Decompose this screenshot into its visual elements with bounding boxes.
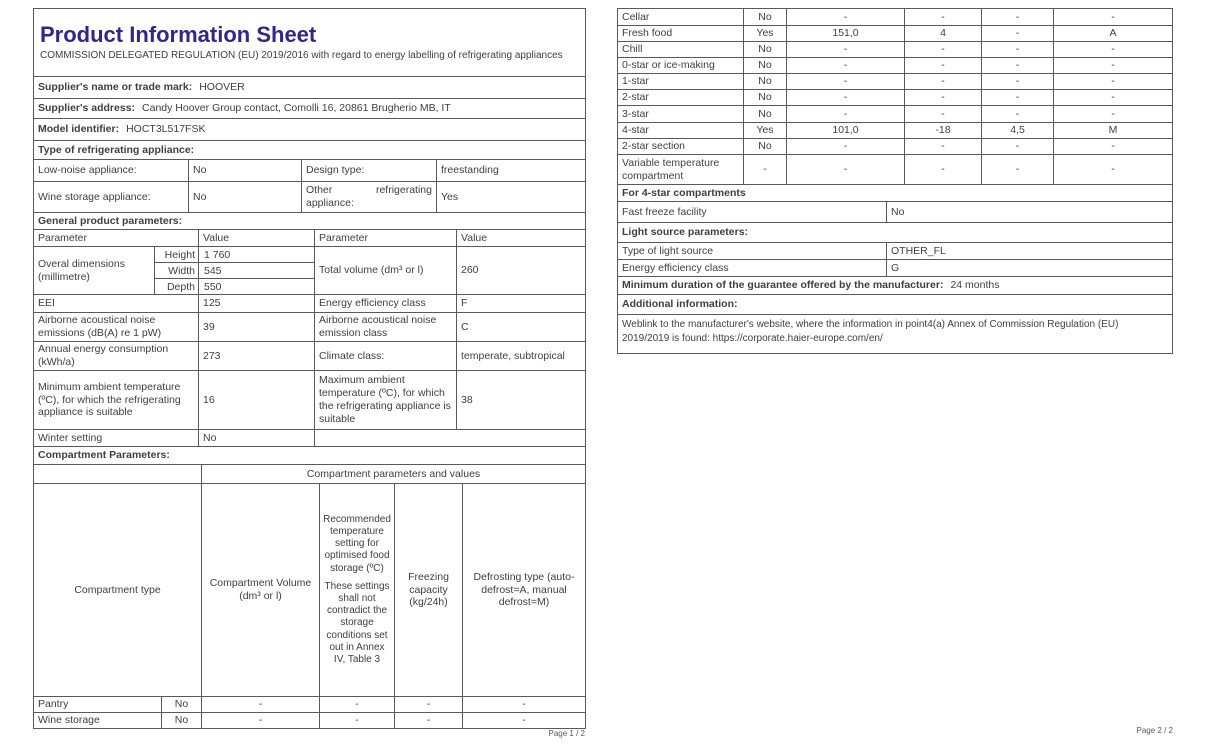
cell-value: - [904, 106, 981, 122]
cell-value: freestanding [436, 160, 585, 181]
cell-value: - [743, 155, 786, 184]
cell-value: - [1053, 9, 1172, 25]
cell-label: Chill [622, 43, 643, 56]
empty-cell [314, 430, 585, 446]
supplier-address-label: Supplier's address: [38, 102, 136, 115]
cell-label: Other refrigerating appliance: [301, 182, 436, 212]
cell-value: 4 [904, 26, 981, 41]
cell-value: Yes [743, 123, 786, 138]
column-header [319, 484, 394, 696]
column-header: Compartment type [74, 583, 161, 596]
model-identifier-cell [34, 119, 585, 140]
dimension-key: Depth [166, 280, 195, 293]
table-row [34, 341, 585, 370]
light-section-title: Light source parameters: [622, 226, 749, 239]
dimensions-subtable [154, 247, 314, 294]
supplier-name-cell [34, 77, 585, 98]
column-header: Parameter [314, 230, 456, 246]
cell-label: Total volume (dm³ or l) [314, 247, 456, 294]
temperature-header-part1: Recommended temperature setting for optimised food storage (ºC) [323, 513, 391, 574]
cell-value: - [786, 9, 904, 25]
table-row [155, 278, 314, 294]
cell-value: temperate, subtropical [456, 342, 585, 370]
cell-value: - [786, 42, 904, 57]
cell-label: Airborne acoustical noise emission class [314, 313, 456, 341]
cell-value: - [1053, 42, 1172, 57]
cell-label: 1-star [622, 75, 649, 88]
column-header-row [34, 229, 585, 246]
winter-setting-row [34, 429, 585, 446]
cell-value: - [904, 74, 981, 89]
cell-label: Climate class: [314, 342, 456, 370]
cell-value: No [743, 42, 786, 57]
cell-value: - [904, 139, 981, 154]
title-cell [34, 9, 585, 76]
column-header: Defrosting type (auto-defrost=A, manual defrost=M) [462, 484, 585, 696]
cell-value: - [1053, 155, 1172, 184]
cell-value: - [201, 697, 319, 712]
supplier-name-label: Supplier's name or trade mark: [38, 81, 193, 94]
cell-value: - [981, 42, 1053, 57]
cell-value: - [319, 697, 394, 712]
cell-label: 0-star or ice-making [622, 59, 715, 72]
cell-value: - [904, 155, 981, 184]
compartment-section-header [34, 446, 585, 464]
light-section-header [618, 222, 1172, 242]
cell-value: No [188, 182, 301, 212]
additional-info-title: Additional information: [622, 298, 738, 311]
guarantee-cell [618, 277, 1172, 294]
column-header: Value [198, 230, 314, 246]
regulation-subtitle: COMMISSION DELEGATED REGULATION (EU) 2019/2016 with regard to energy labelling of refrigerating appliances [40, 50, 563, 62]
cell-value: No [886, 202, 1172, 222]
cell-value: - [981, 90, 1053, 105]
cell-value: M [1053, 123, 1172, 138]
page-1-footer: Page 1 / 2 [548, 729, 585, 738]
cell-value: - [394, 713, 462, 728]
cell-value: A [1053, 26, 1172, 41]
cell-value: - [981, 106, 1053, 122]
cell-label: 3-star [622, 107, 649, 120]
cell-label: Energy efficiency class [314, 295, 456, 312]
cell-label: Winter setting [38, 431, 103, 444]
page-2-footer: Page 2 / 2 [1136, 726, 1173, 735]
table-row [618, 122, 1172, 138]
supplier-name-value: HOOVER [199, 81, 245, 94]
cell-label: 2-star section [622, 140, 686, 153]
cell-label: Fresh food [622, 27, 673, 40]
cell-value: - [1053, 90, 1172, 105]
cell-value: - [981, 139, 1053, 154]
table-row [618, 57, 1172, 73]
cell-value: - [981, 26, 1053, 41]
cell-value: - [786, 139, 904, 154]
cell-value: OTHER_FL [886, 243, 1172, 259]
table-row [618, 138, 1172, 154]
weblink-url[interactable]: https://corporate.haier-europe.com/en/ [712, 332, 883, 344]
table-row [618, 89, 1172, 105]
cell-value: 273 [198, 342, 314, 370]
dimension-value: 1 760 [198, 247, 314, 262]
table-row [618, 9, 1172, 25]
cell-value: - [981, 74, 1053, 89]
dimension-value: 550 [198, 279, 314, 294]
cell-value: 101,0 [786, 123, 904, 138]
weblink-row [618, 314, 1172, 353]
compartment-group-header-row [34, 464, 585, 483]
temperature-header-part2: These settings shall not contradict the storage conditions set out in Annex IV, Table 3 [324, 580, 390, 665]
table-row [34, 181, 585, 212]
cell-value: - [786, 58, 904, 73]
dimension-key: Width [168, 264, 195, 277]
cell-value: - [904, 90, 981, 105]
cell-value: - [1053, 58, 1172, 73]
empty-cell [34, 465, 201, 483]
type-section-header [34, 140, 585, 159]
title-block [34, 9, 585, 76]
table-row [618, 105, 1172, 122]
cell-label: 4-star [622, 124, 649, 137]
page-title: Product Information Sheet [40, 22, 317, 48]
cell-value: No [743, 74, 786, 89]
cell-label: Overal dimensions (millimetre) [38, 257, 125, 283]
cell-value: - [981, 9, 1053, 25]
cell-label: Airborne acoustical noise emissions (dB(A) re 1 pW) [38, 314, 162, 339]
four-star-section-title: For 4-star compartments [622, 186, 746, 199]
compartment-group-header: Compartment parameters and values [201, 465, 585, 483]
cell-value: 151,0 [786, 26, 904, 41]
table-row [155, 247, 314, 262]
cell-value: No [743, 90, 786, 105]
additional-info-header [618, 294, 1172, 314]
cell-value: - [904, 58, 981, 73]
cell-value: 38 [456, 371, 585, 429]
cell-value: No [743, 58, 786, 73]
cell-value: - [462, 713, 585, 728]
weblink-text: Weblink to the manufacturer's website, where the information in point4(a) Annex of Commission Regulation (EU) 2019/2019 is found: [622, 319, 1119, 344]
product-sheet-page-1 [33, 8, 586, 729]
cell-value: Yes [743, 26, 786, 41]
cell-value: - [786, 90, 904, 105]
cell-label: Fast freeze facility [622, 205, 707, 218]
table-row [34, 312, 585, 341]
table-row [618, 73, 1172, 89]
cell-value: 16 [198, 371, 314, 429]
table-row [618, 41, 1172, 57]
cell-label: Variable temperature compartment [622, 156, 720, 182]
four-star-section-header [618, 184, 1172, 201]
general-section-title: General product parameters: [38, 214, 183, 227]
table-row [34, 696, 585, 712]
product-sheet-page-2 [617, 8, 1173, 354]
cell-value: C [456, 313, 585, 341]
cell-value: 39 [198, 313, 314, 341]
cell-value: - [786, 155, 904, 184]
supplier-address-row [34, 98, 585, 118]
cell-value: 260 [456, 247, 585, 294]
column-header: Parameter [38, 231, 88, 244]
cell-value: - [1053, 139, 1172, 154]
table-row [34, 712, 585, 728]
guarantee-label: Minimum duration of the guarantee offered by the manufacturer: [622, 279, 944, 292]
table-row [618, 154, 1172, 184]
cell-label: Annual energy consumption (kWh/a) [38, 343, 169, 368]
cell-value: Yes [436, 182, 585, 212]
cell-value: -18 [904, 123, 981, 138]
dimensions-row [34, 246, 585, 294]
cell-value: - [981, 58, 1053, 73]
supplier-address-cell [34, 99, 585, 118]
table-row [618, 25, 1172, 41]
cell-value: - [319, 713, 394, 728]
cell-label: Minimum ambient temperature (ºC), for which the refrigerating appliance is suitable [38, 380, 181, 419]
cell-value: - [786, 74, 904, 89]
cell-value: No [743, 9, 786, 25]
cell-label: Cellar [622, 10, 650, 23]
cell-value: No [188, 160, 301, 181]
model-identifier-label: Model identifier: [38, 123, 120, 136]
cell-label: Pantry [38, 698, 69, 711]
compartment-section-title: Compartment Parameters: [38, 449, 170, 462]
weblink-cell [618, 315, 1172, 353]
cell-value: No [198, 430, 314, 446]
cell-value: No [743, 106, 786, 122]
cell-value: 125 [198, 295, 314, 312]
cell-value: - [1053, 106, 1172, 122]
cell-value: - [1053, 74, 1172, 89]
cell-value: - [904, 42, 981, 57]
compartment-column-header-row [34, 483, 585, 696]
table-row [618, 242, 1172, 259]
cell-value: - [981, 155, 1053, 184]
cell-label: Wine storage appliance: [38, 190, 151, 203]
column-header: Compartment Volume (dm³ or l) [201, 484, 319, 696]
dimension-key: Height [164, 248, 195, 261]
table-row [34, 294, 585, 312]
guarantee-value: 24 months [950, 279, 1000, 292]
cell-label: EEI [38, 297, 55, 310]
cell-value: 4,5 [981, 123, 1053, 138]
table-row [155, 262, 314, 278]
cell-value: No [161, 697, 201, 712]
guarantee-row [618, 276, 1172, 294]
type-section-title: Type of refrigerating appliance: [38, 143, 195, 156]
cell-label: 2-star [622, 91, 649, 104]
cell-value: - [394, 697, 462, 712]
table-row [618, 259, 1172, 276]
cell-value: - [201, 713, 319, 728]
cell-label: Wine storage [38, 714, 100, 727]
supplier-name-row [34, 76, 585, 98]
cell-value: - [462, 697, 585, 712]
cell-value: F [456, 295, 585, 312]
supplier-address-value: Candy Hoover Group contact, Comolli 16, 20861 Brugherio MB, IT [142, 102, 451, 115]
cell-label: Maximum ambient temperature (ºC), for which the refrigerating appliance is suitable [314, 371, 456, 429]
general-section-header [34, 212, 585, 229]
table-row [34, 370, 585, 429]
cell-label: Type of light source [622, 244, 714, 257]
cell-value: - [904, 9, 981, 25]
column-header: Value [456, 230, 585, 246]
cell-label: Energy efficiency class [622, 261, 729, 274]
dimension-value: 545 [198, 263, 314, 278]
cell-value: G [886, 260, 1172, 276]
cell-value: - [786, 106, 904, 122]
cell-label: Design type: [301, 160, 436, 181]
cell-value: No [743, 139, 786, 154]
table-row [34, 159, 585, 181]
column-header: Freezing capacity (kg/24h) [394, 484, 462, 696]
cell-value: No [161, 713, 201, 728]
model-identifier-row [34, 118, 585, 140]
fast-freeze-row [618, 201, 1172, 222]
model-identifier-value: HOCT3L517FSK [126, 123, 206, 136]
cell-label: Low-noise appliance: [38, 164, 137, 177]
